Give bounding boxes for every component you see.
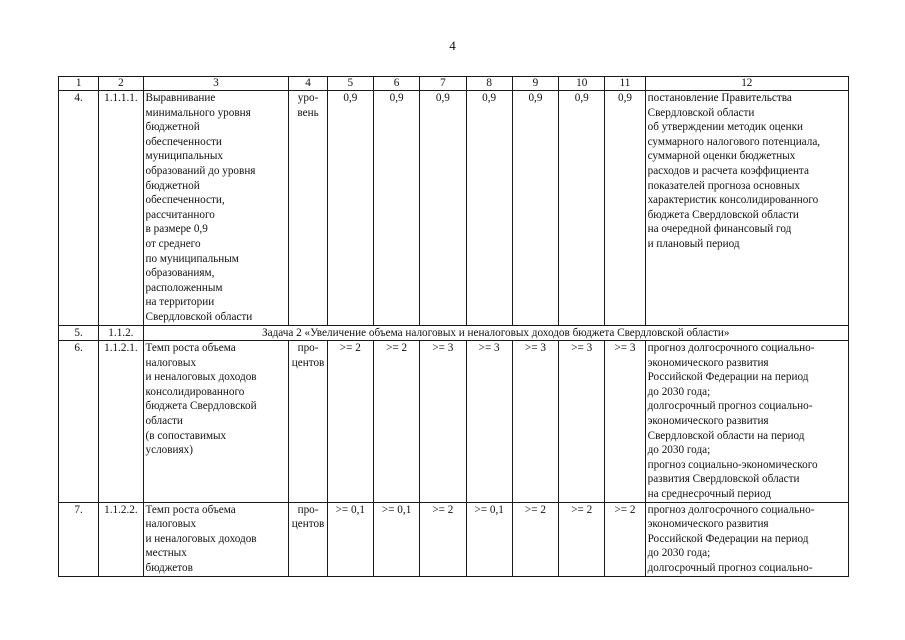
- cell-line: расположенным: [145, 281, 223, 294]
- header-cell: 12: [645, 77, 848, 91]
- value-cell: >= 3: [559, 341, 605, 503]
- cell-line: Темп роста объема: [145, 342, 236, 355]
- value-cell: >= 0,1: [327, 502, 373, 576]
- indicators-table: [58, 76, 849, 577]
- row-code: 1.1.2.2.: [99, 502, 143, 576]
- cell-line: Свердловской области: [647, 106, 755, 119]
- unit-cell: [289, 91, 327, 326]
- cell-line: до 2030 года;: [647, 547, 711, 560]
- cell-line: и неналоговых доходов: [145, 532, 257, 545]
- cell-line: на очередной финансовый год: [647, 223, 792, 236]
- task-title: Задача 2 «Увеличение объема налоговых и неналоговых доходов бюджета Свердловской области»: [143, 325, 848, 341]
- cell-line: расходов и расчета коэффициента: [647, 164, 809, 177]
- cell-line: бюджета Свердловской: [145, 400, 257, 413]
- table-row: [59, 341, 849, 503]
- cell-line: экономического развития: [647, 518, 769, 531]
- value-cell: 0,9: [466, 91, 512, 326]
- cell-line: бюджетов: [145, 562, 193, 574]
- cell-line: консолидированного: [145, 385, 245, 398]
- row-number: 7.: [59, 502, 99, 576]
- header-row: [59, 77, 849, 91]
- value-cell: 0,9: [512, 91, 558, 326]
- cell-line: об утверждении методик оценки: [647, 121, 804, 134]
- cell-line: развития Свердловской области: [647, 473, 800, 486]
- cell-line: центов: [291, 356, 325, 369]
- row-number: 6.: [59, 341, 99, 503]
- cell-line: и плановый период: [647, 237, 740, 250]
- header-cell: 2: [99, 77, 143, 91]
- value-cell: 0,9: [327, 91, 373, 326]
- cell-line: суммарной оценки бюджетных: [647, 150, 796, 163]
- header-cell: 10: [559, 77, 605, 91]
- row-code: 1.1.2.1.: [99, 341, 143, 503]
- indicator-name: [143, 91, 289, 326]
- table-row: [59, 91, 849, 326]
- unit-cell: [289, 341, 327, 503]
- value-cell: >= 2: [420, 502, 466, 576]
- unit-cell: [289, 502, 327, 576]
- cell-line: до 2030 года;: [647, 444, 711, 457]
- cell-line: Выравнивание: [145, 92, 216, 104]
- value-cell: >= 3: [420, 341, 466, 503]
- cell-line: Российской Федерации на период: [647, 371, 809, 384]
- cell-line: от среднего: [145, 237, 201, 250]
- cell-line: условиях): [145, 444, 193, 457]
- cell-line: и неналоговых доходов: [145, 371, 257, 384]
- value-cell: 0,9: [420, 91, 466, 326]
- cell-line: местных: [145, 547, 187, 560]
- cell-line: до 2030 года;: [647, 385, 711, 398]
- value-cell: >= 3: [512, 341, 558, 503]
- source-cell: [645, 341, 848, 503]
- cell-line: вень: [297, 106, 319, 119]
- cell-line: экономического развития: [647, 415, 769, 428]
- cell-line: образованиям,: [145, 267, 215, 280]
- cell-line: обеспеченности,: [145, 194, 225, 207]
- source-cell: [645, 502, 848, 576]
- cell-line: уро-: [297, 92, 319, 104]
- page-number: 4: [449, 38, 456, 53]
- row-number: 4.: [59, 91, 99, 326]
- cell-line: долгосрочный прогноз социально-: [647, 562, 813, 574]
- header-cell: 5: [327, 77, 373, 91]
- value-cell: 0,9: [559, 91, 605, 326]
- cell-line: Свердловской области: [145, 310, 253, 323]
- cell-line: бюджетной: [145, 179, 200, 192]
- cell-line: бюджетной: [145, 121, 200, 134]
- table-row: [59, 502, 849, 576]
- cell-line: Темп роста объема: [145, 503, 236, 516]
- value-cell: >= 2: [373, 341, 419, 503]
- cell-line: налоговых: [145, 518, 197, 531]
- cell-line: на среднесрочный период: [647, 488, 771, 501]
- cell-line: центов: [291, 518, 325, 531]
- source-cell: [645, 91, 848, 326]
- cell-line: экономического развития: [647, 356, 769, 369]
- value-cell: >= 2: [559, 502, 605, 576]
- value-cell: 0,9: [373, 91, 419, 326]
- cell-line: про-: [297, 503, 319, 516]
- header-cell: 7: [420, 77, 466, 91]
- cell-line: в размере 0,9: [145, 223, 208, 236]
- header-cell: 8: [466, 77, 512, 91]
- header-cell: 1: [59, 77, 99, 91]
- cell-line: по муниципальным: [145, 252, 239, 265]
- cell-line: рассчитанного: [145, 208, 215, 221]
- cell-line: прогноз долгосрочного социально-: [647, 503, 815, 516]
- cell-line: минимального уровня: [145, 106, 251, 119]
- header-cell: 11: [605, 77, 645, 91]
- cell-line: налоговых: [145, 356, 197, 369]
- value-cell: 0,9: [605, 91, 645, 326]
- cell-line: показателей прогноза основных: [647, 179, 801, 192]
- cell-line: Российской Федерации на период: [647, 532, 809, 545]
- value-cell: >= 0,1: [466, 502, 512, 576]
- row-number: 5.: [59, 325, 99, 341]
- cell-line: муниципальных: [145, 150, 223, 163]
- cell-line: суммарного налогового потенциала,: [647, 135, 821, 148]
- header-cell: 6: [373, 77, 419, 91]
- header-cell: 9: [512, 77, 558, 91]
- cell-line: характеристик консолидированного: [647, 194, 819, 207]
- value-cell: >= 0,1: [373, 502, 419, 576]
- header-cell: 3: [143, 77, 289, 91]
- header-cell: 4: [289, 77, 327, 91]
- value-cell: >= 2: [512, 502, 558, 576]
- row-code: 1.1.1.1.: [99, 91, 143, 326]
- cell-line: долгосрочный прогноз социально-: [647, 400, 813, 413]
- value-cell: >= 2: [605, 502, 645, 576]
- value-cell: >= 2: [327, 341, 373, 503]
- cell-line: про-: [297, 342, 319, 355]
- cell-line: на территории: [145, 296, 215, 309]
- value-cell: >= 3: [466, 341, 512, 503]
- cell-line: области: [145, 415, 183, 428]
- row-code: 1.1.2.: [99, 325, 143, 341]
- cell-line: прогноз долгосрочного социально-: [647, 342, 815, 355]
- cell-line: образований до уровня: [145, 164, 256, 177]
- cell-line: прогноз социально-экономического: [647, 458, 818, 471]
- task-row: [59, 325, 849, 341]
- cell-line: бюджета Свердловской области: [647, 208, 799, 221]
- cell-line: Свердловской области на период: [647, 429, 805, 442]
- value-cell: >= 3: [605, 341, 645, 503]
- cell-line: постановление Правительства: [647, 92, 792, 104]
- indicator-name: [143, 341, 289, 503]
- cell-line: обеспеченности: [145, 135, 222, 148]
- indicator-name: [143, 502, 289, 576]
- cell-line: (в сопоставимых: [145, 429, 227, 442]
